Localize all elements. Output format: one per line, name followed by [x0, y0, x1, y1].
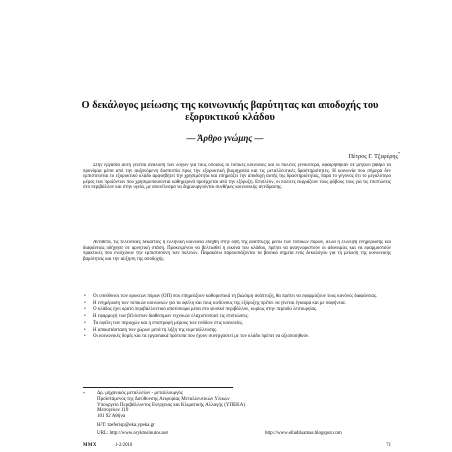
bullet-text: Η αποκατάσταση των χώρων μετά τη λήξη της εκμετάλλευσης.: [93, 327, 218, 333]
body-paragraph-2: Αντίθετα, τις τελευταίες δεκαετίες η ελληνική κοινωνία εδέχθη στην όψη της ανάπτυξης μέσω των τοπικών πόρων, αλλά η έλλειψη ενημέρωσης και διαφάνειας οδήγησε σε αρνητική στάση. Προκειμένου να βελτιωθεί η εικόνα του κλάδου, πρέπει να αναγνωριστούν οι αδυναμίες και να εφαρμοστούν πρακτικές που ενισχύουν την εμπιστοσύνη των πολιτών. Παρακάτω παρουσιάζονται τα βασικά σημεία ενός δεκαλόγου για τη μείωση της κοινωνικής βαρύτητας και την αύξηση της αποδοχής.: [83, 240, 391, 262]
bullet-text: Ο κλάδος έχει ορατό περιβαλλοντικό αποτύπωμα μέσα στο φυσικό περιβάλλον, κυρίως στην περίοδο λειτουργίας.: [93, 307, 318, 313]
bullet-text: Η ενημέρωση των τοπικών κοινωνιών για τα οφέλη και τους κινδύνους της εξόρυξης πρέπει να γίνεται έγκαιρα και με σαφήνεια.: [93, 300, 346, 306]
footnote-mark: *: [83, 391, 85, 396]
author-name: Πέτρος Γ. Τζεφέρης: [348, 153, 398, 161]
bullet-item-2: [83, 301, 391, 307]
bullet-item-1: [83, 294, 391, 300]
bullet-item-4: [83, 314, 391, 320]
article-body: [83, 163, 391, 295]
bullet-mark: •: [84, 307, 86, 313]
bullet-item-6: [83, 328, 391, 334]
footnote-email[interactable]: Η/Τ: tzeferisp@eka.ypeka.gr: [97, 422, 155, 428]
footnote-url-row: [97, 431, 393, 437]
footnote-line-1: Δρ. μηχανικός μεταλλείων - μεταλλουργός: [97, 391, 183, 396]
bullet-mark: •: [84, 334, 86, 340]
page-number: 71: [386, 443, 391, 448]
footnote-divider: [83, 387, 233, 388]
article-title: Ο δεκάλογος μείωσης της κοινωνικής βαρύτητας και αποδοχής του εξορυκτικού κλάδου: [81, 100, 379, 123]
article-subtitle: — Άρθρο γνώμης —: [186, 133, 264, 143]
issue-number: 1-2/2010: [115, 443, 133, 448]
footnote-line-4: Μεσογείων 119: [97, 408, 129, 414]
bullet-text: Τα οφέλη των περιοχών και η επιστροφή μέρους των εσόδων στις κοινωνίες.: [93, 320, 244, 326]
bullet-mark: •: [84, 320, 86, 326]
journal-name: ΜΜΧ: [83, 443, 97, 448]
bullet-mark: •: [84, 327, 86, 333]
footnote-line-3: Υπουργείο Περιβάλλοντος Ενέργειας και Κλιματικής Αλλαγής (ΥΠΕΚΑ): [97, 402, 246, 408]
footnote-text: [97, 391, 393, 437]
bullet-mark: •: [84, 300, 86, 306]
bullet-mark: •: [84, 314, 86, 320]
author-footnote-mark: *: [398, 151, 400, 156]
bullet-item-3: [83, 307, 391, 313]
footnote-url-1[interactable]: URL: http://www.oryktosloutos.net: [97, 430, 168, 436]
bullet-mark: •: [84, 294, 86, 299]
footnote-line-2: Προϊστάμενος της Διεύθυνσης Αειφορίας Μεταλλευτικών Υλικών: [97, 396, 230, 402]
page-footer: [83, 443, 391, 451]
body-paragraph-1: Στην εργασία αυτή γίνεται ανάλυση των λόγων για τους οποίους οι τοπικές κοινωνίες και οι πολίτες γενικότερα, αφαιρήθηκαν σε μεγάλο βαθμό τα προνόμια μέσα από την αυξανόμενη δυσπιστία προς την εξορυκτική βιομηχανία και τις μεταλλευτικές δραστηριότητες. Η κοινωνία που σήμερα δεν εμπιστεύεται το εξορυκτικό κλάδο αμφισβητεί την χρησιμότητα και επηρεάζει την αποδοχή αυτής της δραστηριότητας, παρά το γεγονός ότι το μεγαλύτερο μέρος των προϊόντων που χρησιμοποιούνται καθημερινά προέρχεται από την εξόρυξη. Επιπλέον, οι πολίτες εκφράζουν τους φόβους τους για τις επιπτώσεις στο περιβάλλον και στην υγεία, με αποτέλεσμα να δημιουργούνται συνθήκες κοινωνικής αντίδρασης.: [83, 163, 391, 191]
footnote-url-2[interactable]: http://www.elladitsamas.blogspot.com: [265, 430, 342, 436]
author-footnote: [83, 391, 393, 437]
bullet-text: Η εφαρμογή των βέλτιστων διαθέσιμων τεχνικών ελαχιστοποιεί τις επιπτώσεις.: [93, 314, 249, 320]
bullet-item-5: [83, 321, 391, 327]
bullet-item-7: [83, 334, 391, 340]
bullet-text: Οι υπεύθυνοι των ορυκτών πόρων (ΟΠ) που επηρεάζουν καθοριστικά τη βιώσιμη ανάπτυξη, θα πρέπει να εφαρμόζουν τους κανόνες διαφάνειας.: [93, 294, 378, 299]
bullet-list: [83, 294, 391, 341]
bullet-text: Οι κοινωνικές δομές και τα εργασιακά πρότυπα που έχουν συνεργαστεί με τον κλάδο πρέπει να αξιοποιηθούν.: [93, 334, 310, 340]
article-author: [320, 150, 400, 161]
footnote-line-5: 101 92 Αθήνα: [97, 414, 126, 420]
